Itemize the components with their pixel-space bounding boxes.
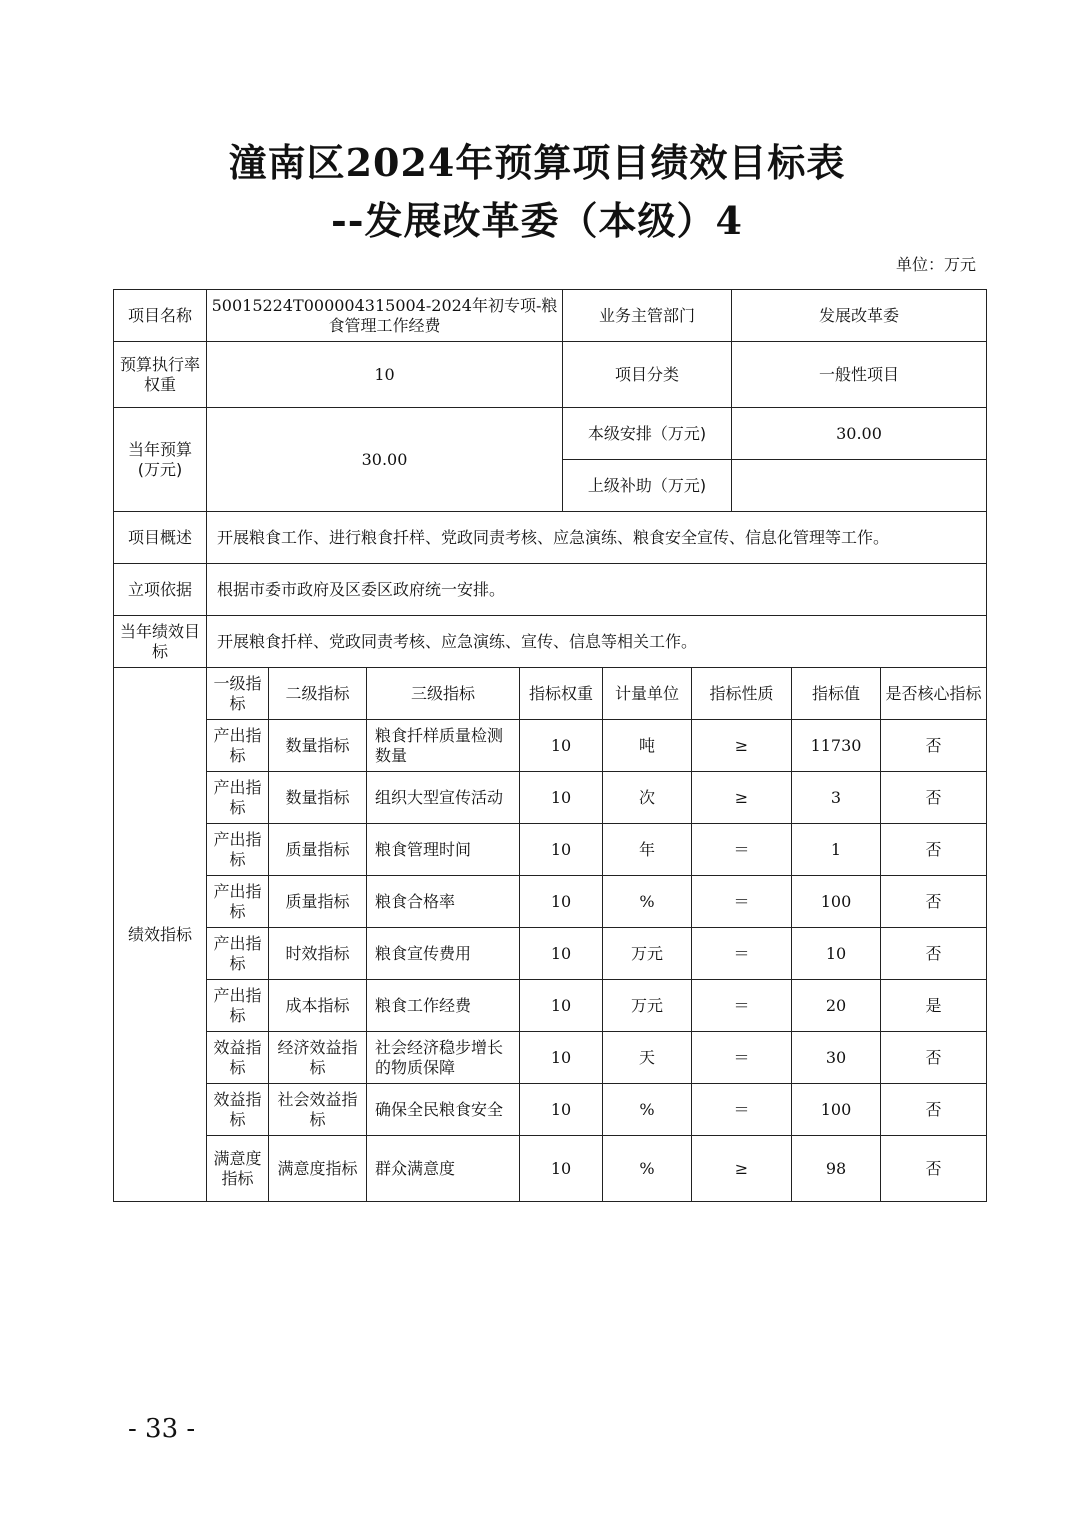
indicator-level2: 数量指标	[269, 720, 367, 772]
indicator-header-nature: 指标性质	[692, 668, 792, 720]
indicator-nature: ＝	[692, 876, 792, 928]
indicator-header-level1: 一级指标	[207, 668, 269, 720]
indicator-weight: 10	[520, 980, 603, 1032]
indicator-unit: %	[603, 1084, 692, 1136]
indicator-level1: 产出指标	[207, 824, 269, 876]
indicators-section-label: 绩效指标	[114, 668, 207, 1202]
indicator-weight: 10	[520, 876, 603, 928]
indicator-level3: 粮食工作经费	[367, 980, 520, 1032]
indicator-level1: 产出指标	[207, 720, 269, 772]
indicator-level3: 粮食宣传费用	[367, 928, 520, 980]
indicator-weight: 10	[520, 928, 603, 980]
indicator-core: 否	[881, 928, 987, 980]
subsidy-value	[732, 460, 987, 512]
indicator-level1: 满意度指标	[207, 1136, 269, 1202]
basis-value: 根据市委市政府及区委区政府统一安排。	[207, 564, 987, 616]
indicator-weight: 10	[520, 720, 603, 772]
indicator-level1: 产出指标	[207, 772, 269, 824]
category-value: 一般性项目	[732, 342, 987, 408]
indicator-nature: ＝	[692, 980, 792, 1032]
indicator-core: 是	[881, 980, 987, 1032]
indicator-unit: 吨	[603, 720, 692, 772]
indicator-row	[114, 720, 987, 772]
indicator-row	[114, 772, 987, 824]
indicator-value: 11730	[792, 720, 881, 772]
indicator-core: 否	[881, 824, 987, 876]
project-name-value: 50015224T000004315004-2024年初专项-粮食管理工作经费	[207, 290, 563, 342]
page-subtitle: --发展改革委（本级）4	[331, 198, 743, 243]
indicator-core: 否	[881, 1032, 987, 1084]
indicator-value: 98	[792, 1136, 881, 1202]
indicator-level3: 粮食扦样质量检测数量	[367, 720, 520, 772]
indicator-header-level2: 二级指标	[269, 668, 367, 720]
basis-label: 立项依据	[114, 564, 207, 616]
goal-value: 开展粮食扦样、党政同责考核、应急演练、宣传、信息等相关工作。	[207, 616, 987, 668]
indicator-value: 100	[792, 876, 881, 928]
unit-label: 单位：万元	[895, 255, 976, 274]
indicator-level3: 社会经济稳步增长的物质保障	[367, 1032, 520, 1084]
indicator-level3: 粮食管理时间	[367, 824, 520, 876]
weight-value: 10	[207, 342, 563, 408]
indicator-level3: 群众满意度	[367, 1136, 520, 1202]
indicator-level2: 社会效益指标	[269, 1084, 367, 1136]
indicator-unit: 次	[603, 772, 692, 824]
indicator-nature: ≥	[692, 720, 792, 772]
indicator-weight: 10	[520, 1084, 603, 1136]
indicator-row	[114, 824, 987, 876]
indicator-nature: ＝	[692, 824, 792, 876]
indicator-weight: 10	[520, 772, 603, 824]
indicator-core: 否	[881, 720, 987, 772]
dept-value: 发展改革委	[732, 290, 987, 342]
indicator-row	[114, 1136, 987, 1202]
page-number: - 33 -	[128, 1414, 196, 1444]
page-title: 潼南区2024年预算项目绩效目标表	[228, 140, 846, 185]
indicator-header-level3: 三级指标	[367, 668, 520, 720]
indicator-value: 100	[792, 1084, 881, 1136]
indicator-unit: 万元	[603, 980, 692, 1032]
indicator-nature: ＝	[692, 1032, 792, 1084]
indicator-weight: 10	[520, 1136, 603, 1202]
indicator-level2: 满意度指标	[269, 1136, 367, 1202]
indicator-unit: %	[603, 876, 692, 928]
indicator-header-core: 是否核心指标	[881, 668, 987, 720]
indicator-level2: 成本指标	[269, 980, 367, 1032]
overview-label: 项目概述	[114, 512, 207, 564]
indicator-nature: ≥	[692, 1136, 792, 1202]
indicator-level3: 组织大型宣传活动	[367, 772, 520, 824]
indicator-nature: ＝	[692, 928, 792, 980]
indicator-level2: 时效指标	[269, 928, 367, 980]
indicator-value: 10	[792, 928, 881, 980]
indicator-weight: 10	[520, 824, 603, 876]
indicator-row	[114, 876, 987, 928]
indicator-unit: 天	[603, 1032, 692, 1084]
indicator-level2: 质量指标	[269, 824, 367, 876]
indicator-level2: 质量指标	[269, 876, 367, 928]
local-budget-value: 30.00	[732, 408, 987, 460]
indicator-unit: 年	[603, 824, 692, 876]
indicator-level1: 产出指标	[207, 928, 269, 980]
indicator-level2: 数量指标	[269, 772, 367, 824]
budget-value: 30.00	[207, 408, 563, 512]
indicator-level1: 产出指标	[207, 980, 269, 1032]
indicator-level3: 确保全民粮食安全	[367, 1084, 520, 1136]
indicator-value: 3	[792, 772, 881, 824]
indicator-value: 20	[792, 980, 881, 1032]
indicator-weight: 10	[520, 1032, 603, 1084]
indicator-unit: 万元	[603, 928, 692, 980]
indicator-row	[114, 1084, 987, 1136]
subsidy-label: 上级补助（万元)	[563, 460, 732, 512]
indicator-core: 否	[881, 1136, 987, 1202]
indicator-level1: 效益指标	[207, 1084, 269, 1136]
indicator-row	[114, 928, 987, 980]
indicator-unit: %	[603, 1136, 692, 1202]
indicator-header-weight: 指标权重	[520, 668, 603, 720]
goal-label: 当年绩效目标	[114, 616, 207, 668]
dept-label: 业务主管部门	[563, 290, 732, 342]
weight-label: 预算执行率权重	[114, 342, 207, 408]
indicator-value: 30	[792, 1032, 881, 1084]
overview-value: 开展粮食工作、进行粮食扦样、党政同责考核、应急演练、粮食安全宣传、信息化管理等工作。	[207, 512, 987, 564]
indicator-level1: 产出指标	[207, 876, 269, 928]
indicator-core: 否	[881, 876, 987, 928]
budget-label: 当年预算(万元)	[114, 408, 207, 512]
indicator-header-unit: 计量单位	[603, 668, 692, 720]
indicator-row	[114, 1032, 987, 1084]
indicator-nature: ≥	[692, 772, 792, 824]
indicator-level1: 效益指标	[207, 1032, 269, 1084]
indicator-nature: ＝	[692, 1084, 792, 1136]
local-budget-label: 本级安排（万元)	[563, 408, 732, 460]
indicator-level2: 经济效益指标	[269, 1032, 367, 1084]
indicator-core: 否	[881, 1084, 987, 1136]
indicator-row	[114, 980, 987, 1032]
category-label: 项目分类	[563, 342, 732, 408]
project-name-label: 项目名称	[114, 290, 207, 342]
performance-table	[113, 289, 987, 1202]
indicator-level3: 粮食合格率	[367, 876, 520, 928]
indicator-core: 否	[881, 772, 987, 824]
indicator-value: 1	[792, 824, 881, 876]
indicator-header-value: 指标值	[792, 668, 881, 720]
